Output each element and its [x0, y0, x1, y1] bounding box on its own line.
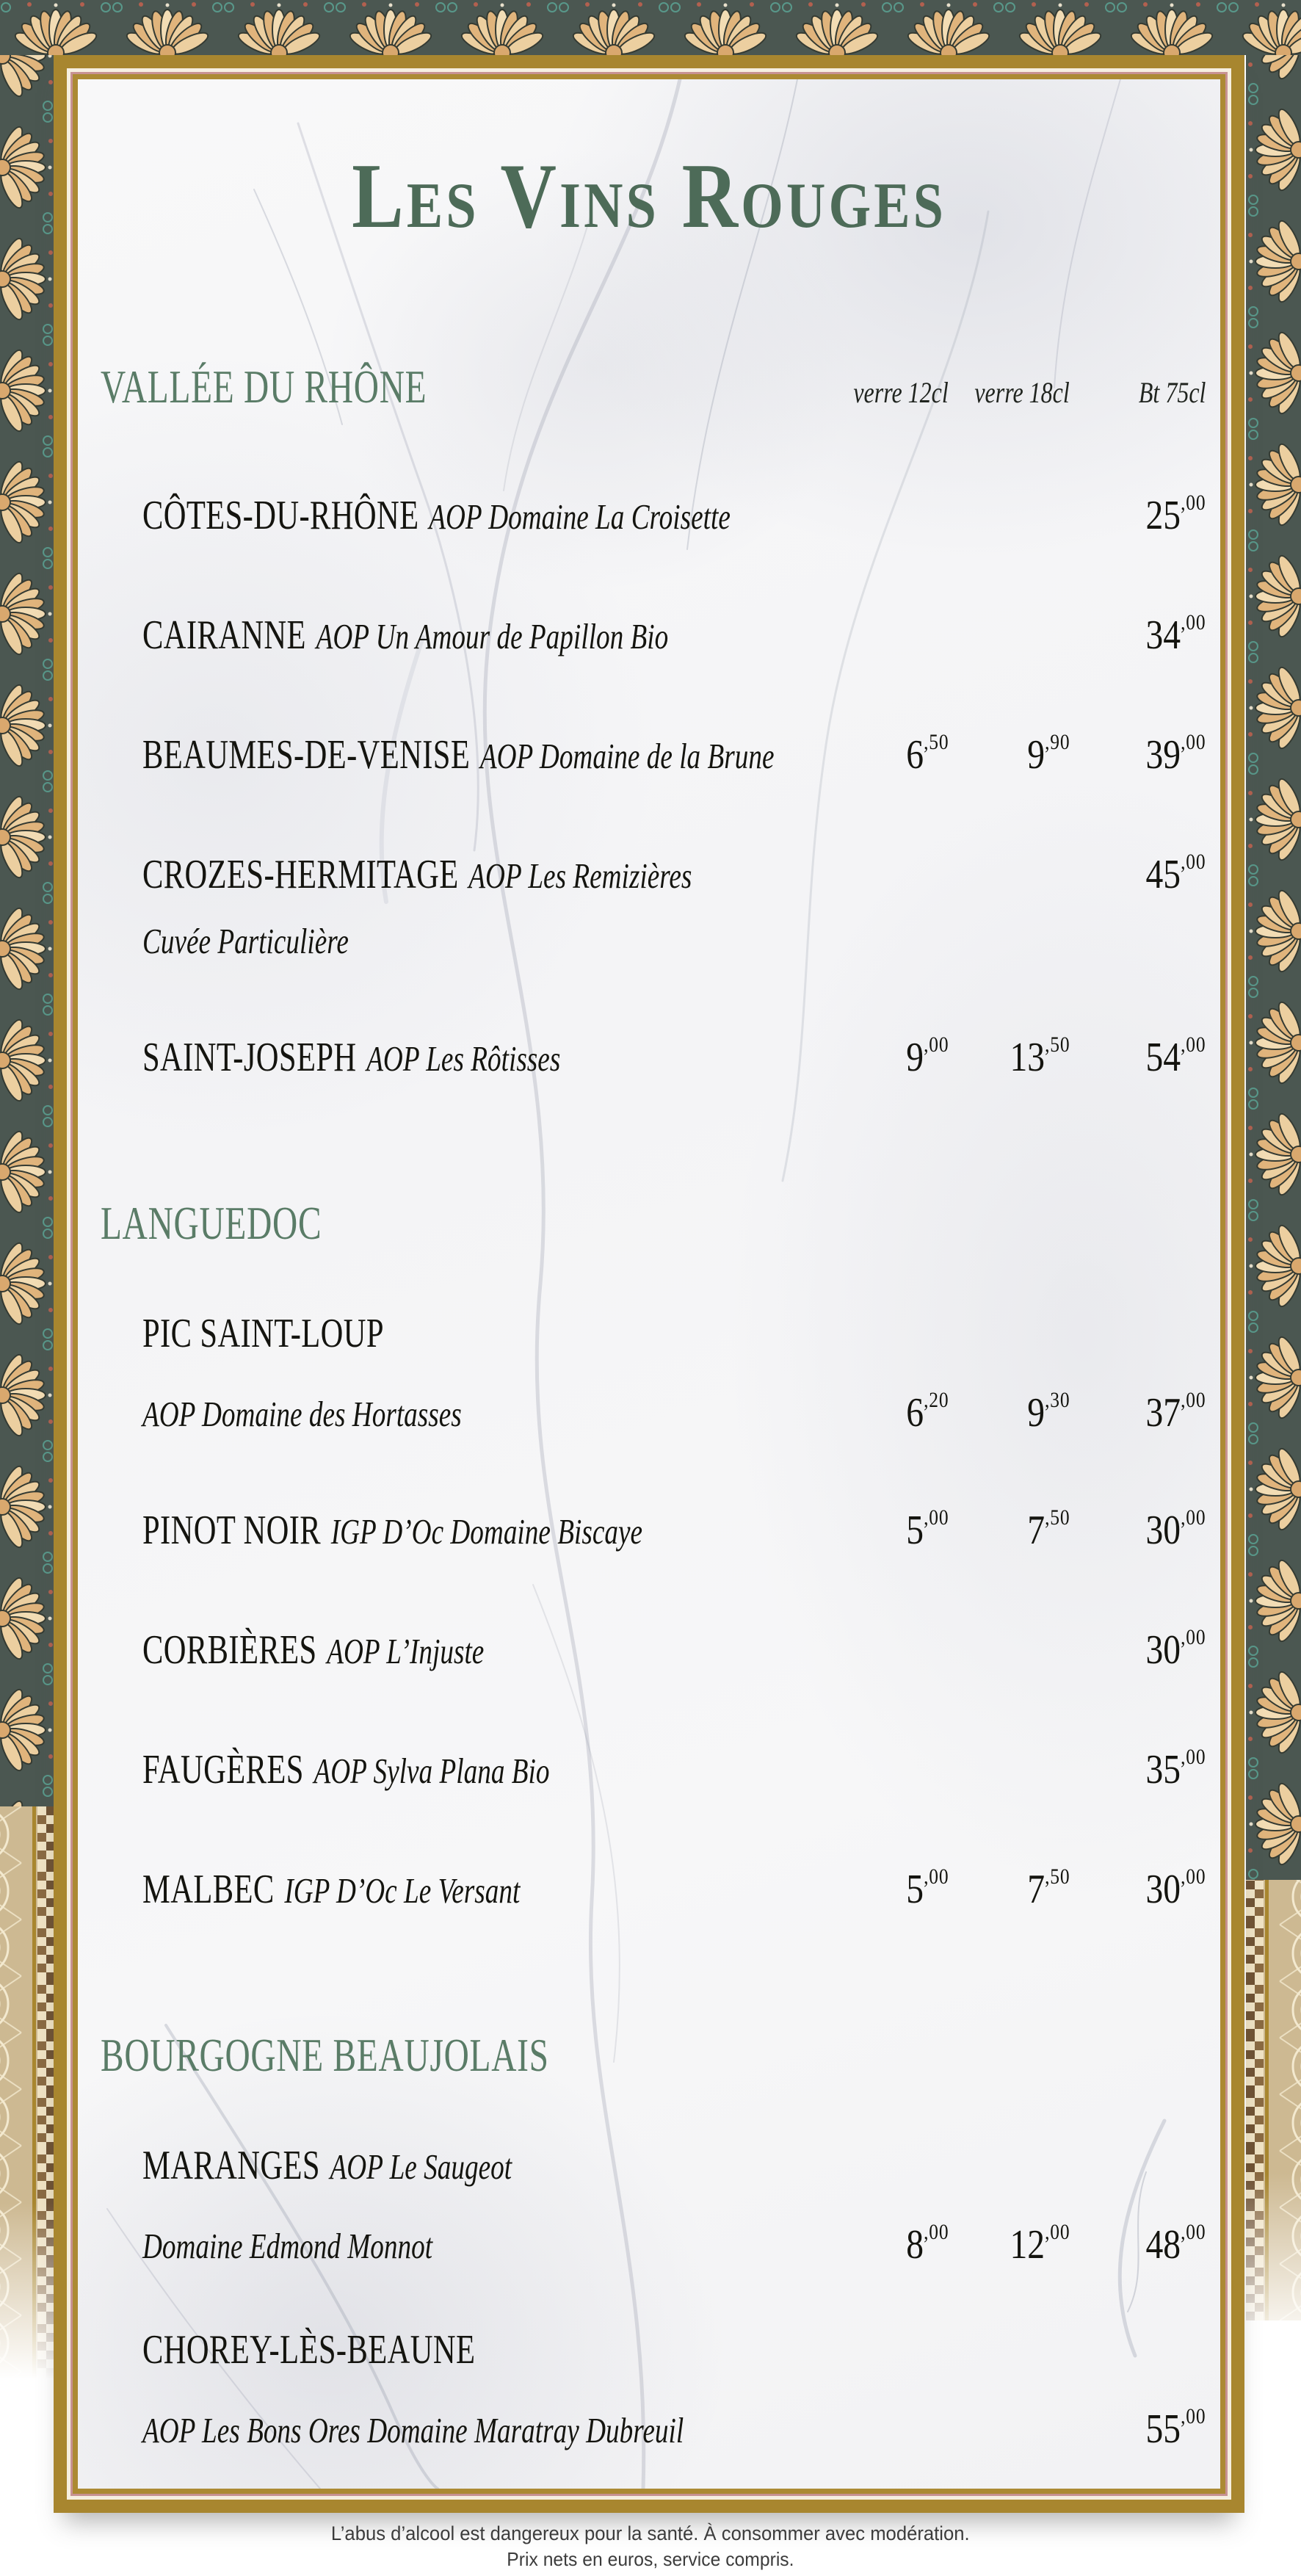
wine-row-line1	[142, 1024, 1206, 1088]
wine-row	[142, 602, 1206, 666]
footer-line-alcohol: L’abus d’alcool est dangereux pour la santé. À consommer avec modération.	[331, 2522, 970, 2544]
wine-appellation-line2: Cuvée Particulière	[142, 921, 349, 962]
wine-appellation: AOP Les Remizières	[468, 855, 692, 897]
price-integer: 8	[905, 2222, 924, 2268]
wine-name: CAIRANNE	[142, 612, 306, 659]
wine-row-line2	[142, 1382, 1206, 1441]
wine-name: SAINT-JOSEPH	[142, 1035, 357, 1081]
price-value	[906, 722, 949, 786]
wine-name: CHOREY-LÈS-BEAUNE	[142, 2327, 476, 2373]
section-title: VALLÉE DU RHÔNE	[101, 361, 427, 413]
section-header-row	[101, 363, 1206, 416]
wine-appellation-line2: AOP Domaine des Hortasses	[142, 1394, 462, 1435]
price-value	[1027, 1382, 1070, 1441]
price-bouteille-75cl	[1070, 1617, 1206, 1681]
price-integer: 30	[1145, 1627, 1181, 1674]
price-decimals: ,00	[1180, 1388, 1206, 1413]
price-integer: 9	[1026, 1390, 1045, 1436]
price-integer: 37	[1145, 1390, 1181, 1436]
menu-frame	[54, 55, 1244, 2513]
price-bouteille-75cl	[1070, 2214, 1206, 2273]
wine-row-line2	[142, 2398, 1206, 2458]
wine-row-line1	[142, 1856, 1206, 1920]
wine-appellation-line2: Domaine Edmond Monnot	[142, 2226, 433, 2267]
price-value	[1145, 1024, 1206, 1088]
price-verre-18cl	[949, 1497, 1070, 1561]
wine-title	[142, 2145, 660, 2196]
wine-row-line1	[142, 1617, 1206, 1681]
wine-row-line1	[142, 482, 1206, 546]
price-verre-18cl	[949, 2214, 1070, 2273]
price-integer: 7	[1026, 1867, 1045, 1913]
wine-name: FAUGÈRES	[142, 1747, 304, 1793]
price-value	[1145, 1737, 1206, 1801]
section-title: BOURGOGNE BEAUJOLAIS	[101, 2029, 549, 2082]
wine-row	[142, 2145, 1206, 2273]
wine-appellation: AOP Sylva Plana Bio	[314, 1751, 550, 1792]
price-decimals: ,00	[1180, 491, 1206, 515]
wine-subline	[142, 923, 950, 969]
price-value	[1027, 1856, 1070, 1920]
column-header-verre-18cl: verre 18cl	[974, 376, 1070, 410]
price-verre-12cl	[824, 1856, 949, 1920]
price-verre-18cl	[949, 1024, 1070, 1088]
price-decimals: ,00	[1180, 610, 1206, 635]
price-verre-12cl	[824, 1024, 949, 1088]
price-value	[1145, 722, 1206, 786]
price-integer: 30	[1145, 1867, 1181, 1913]
price-verre-12cl	[824, 722, 949, 786]
footer-disclaimer	[0, 2520, 1301, 2572]
wine-appellation: AOP Domaine de la Brune	[479, 736, 775, 777]
price-decimals: ,00	[1180, 1625, 1206, 1650]
price-value	[1145, 1617, 1206, 1681]
price-decimals: ,50	[1044, 1505, 1070, 1530]
wine-appellation: AOP L’Injuste	[327, 1631, 485, 1672]
price-verre-12cl	[824, 1382, 949, 1441]
wine-appellation: AOP Les Rôtisses	[366, 1038, 561, 1079]
price-bouteille-75cl	[1070, 842, 1206, 905]
price-integer: 5	[905, 1508, 924, 1554]
wine-title	[142, 1749, 660, 1801]
price-bouteille-75cl	[1070, 1497, 1206, 1561]
wine-title	[142, 852, 692, 905]
price-integer: 9	[1026, 732, 1045, 778]
price-value	[1145, 1497, 1206, 1561]
wine-row	[142, 722, 1206, 786]
section-title: LANGUEDOC	[101, 1197, 322, 1250]
wine-title	[142, 493, 731, 546]
wine-name: PINOT NOIR	[142, 1508, 322, 1554]
wine-row-line1	[142, 2145, 1206, 2196]
price-value	[1145, 482, 1206, 546]
wine-name: BEAUMES-DE-VENISE	[142, 732, 471, 778]
wine-appellation: AOP Le Saugeot	[330, 2146, 512, 2188]
price-verre-12cl	[824, 1497, 949, 1561]
price-decimals: ,50	[1044, 1032, 1070, 1057]
price-integer: 45	[1145, 852, 1181, 898]
price-integer: 54	[1145, 1035, 1181, 1081]
price-value	[1145, 1382, 1206, 1441]
wine-subline	[142, 2410, 684, 2458]
price-integer: 55	[1145, 2406, 1181, 2453]
wine-subline	[142, 1396, 660, 1441]
price-integer: 25	[1145, 493, 1181, 539]
wine-title	[142, 2329, 660, 2381]
price-decimals: ,00	[923, 1505, 949, 1530]
wine-row	[142, 1313, 1206, 1441]
wine-row-line2	[142, 2214, 1206, 2273]
wine-row	[142, 1024, 1206, 1088]
wine-title	[142, 1869, 660, 1920]
price-decimals: ,00	[923, 1864, 949, 1889]
price-integer: 12	[1009, 2222, 1045, 2268]
wine-row-line2	[142, 923, 1206, 969]
wine-name: CROZES-HERMITAGE	[142, 852, 459, 898]
price-integer: 39	[1145, 732, 1181, 778]
price-bouteille-75cl	[1070, 1856, 1206, 1920]
wine-row	[142, 2329, 1206, 2458]
price-verre-12cl	[824, 2214, 949, 2273]
price-bouteille-75cl	[1070, 1382, 1206, 1441]
price-integer: 48	[1145, 2222, 1181, 2268]
price-integer: 6	[905, 1390, 924, 1436]
price-decimals: ,00	[1044, 2220, 1070, 2245]
price-integer: 7	[1026, 1508, 1045, 1554]
menu-section	[78, 363, 1220, 1088]
price-decimals: ,00	[1180, 1745, 1206, 1770]
frame-cream-line	[67, 68, 1231, 2500]
wine-title	[142, 1313, 660, 1364]
price-value	[1010, 2214, 1070, 2273]
column-header-bt-75cl: Bt 75cl	[1138, 376, 1206, 410]
wine-title	[142, 732, 775, 786]
price-bouteille-75cl	[1070, 482, 1206, 546]
wine-name: MARANGES	[142, 2143, 320, 2189]
price-value	[906, 1382, 949, 1441]
wine-title	[142, 1629, 660, 1681]
price-bouteille-75cl	[1070, 1737, 1206, 1801]
wine-row	[142, 1856, 1206, 1920]
wine-row	[142, 1737, 1206, 1801]
price-value	[1145, 2214, 1206, 2273]
price-integer: 34	[1145, 612, 1181, 659]
wine-row	[142, 482, 1206, 546]
wine-row-line1	[142, 842, 1206, 905]
marble-panel	[78, 79, 1220, 2489]
page-title: Les Vins Rouges	[352, 145, 946, 247]
price-value	[906, 1024, 949, 1088]
wine-row	[142, 1617, 1206, 1681]
price-decimals: ,00	[923, 1032, 949, 1057]
wine-appellation: IGP D’Oc Domaine Biscaye	[330, 1511, 643, 1552]
price-bouteille-75cl	[1070, 2398, 1206, 2458]
wine-row-line1	[142, 2329, 1206, 2381]
wine-row-line1	[142, 602, 1206, 666]
wine-row-line1	[142, 722, 1206, 786]
price-value	[906, 2214, 949, 2273]
price-decimals: ,00	[1180, 1032, 1206, 1057]
price-value	[906, 1497, 949, 1561]
price-decimals: ,00	[1180, 2220, 1206, 2245]
wine-row	[142, 842, 1206, 969]
price-verre-18cl	[949, 722, 1070, 786]
wine-row	[142, 1497, 1206, 1561]
menu-body	[78, 363, 1220, 2489]
price-integer: 35	[1145, 1747, 1181, 1793]
price-integer: 13	[1009, 1035, 1045, 1081]
price-decimals: ,30	[1044, 1388, 1070, 1413]
wine-subline	[142, 2228, 660, 2273]
wine-appellation: AOP Domaine La Croisette	[429, 496, 731, 538]
wine-name: PIC SAINT-LOUP	[142, 1311, 384, 1357]
price-value	[1027, 1497, 1070, 1561]
price-integer: 9	[905, 1035, 924, 1081]
wine-appellation: AOP Un Amour de Papillon Bio	[316, 616, 669, 657]
price-decimals: ,20	[923, 1388, 949, 1413]
wine-row-line1	[142, 1313, 1206, 1364]
price-value	[1145, 1856, 1206, 1920]
price-decimals: ,50	[1044, 1864, 1070, 1889]
frame-rose-line	[70, 72, 1228, 2496]
price-value	[1145, 842, 1206, 905]
wine-appellation-line2: AOP Les Bons Ores Domaine Maratray Dubreuil	[142, 2410, 684, 2451]
wine-row-line1	[142, 1497, 1206, 1561]
section-header-row	[101, 1197, 1206, 1250]
price-value	[1027, 722, 1070, 786]
price-bouteille-75cl	[1070, 1024, 1206, 1088]
menu-section	[78, 2029, 1220, 2489]
price-decimals: ,00	[1180, 730, 1206, 755]
price-decimals: ,00	[1180, 1505, 1206, 1530]
price-decimals: ,00	[1180, 850, 1206, 875]
section-header-row	[101, 2029, 1206, 2082]
price-bouteille-75cl	[1070, 602, 1206, 666]
price-verre-18cl	[949, 1382, 1070, 1441]
price-integer: 30	[1145, 1508, 1181, 1554]
price-decimals: ,50	[923, 730, 949, 755]
wine-name: MALBEC	[142, 1867, 275, 1913]
wine-row-line1	[142, 1737, 1206, 1801]
column-header-verre-12cl: verre 12cl	[853, 376, 949, 410]
price-value	[1145, 602, 1206, 666]
menu-section	[78, 1197, 1220, 1920]
price-decimals: ,00	[1180, 2404, 1206, 2429]
price-decimals: ,00	[923, 2220, 949, 2245]
price-decimals: ,90	[1044, 730, 1070, 755]
wine-name: CÔTES-DU-RHÔNE	[142, 493, 419, 539]
wine-title	[142, 1510, 660, 1561]
wine-name: CORBIÈRES	[142, 1627, 317, 1674]
price-decimals: ,00	[1180, 1864, 1206, 1889]
price-value	[1010, 1024, 1070, 1088]
wine-title	[142, 612, 669, 666]
wine-appellation: IGP D’Oc Le Versant	[284, 1870, 521, 1911]
price-bouteille-75cl	[1070, 722, 1206, 786]
frame-inner-gold-line	[73, 74, 1225, 2494]
price-integer: 5	[905, 1867, 924, 1913]
price-verre-18cl	[949, 1856, 1070, 1920]
footer-line-prices: Prix nets en euros, service compris.	[507, 2548, 794, 2570]
wine-title	[142, 1037, 660, 1088]
price-integer: 6	[905, 732, 924, 778]
price-value	[906, 1856, 949, 1920]
price-value	[1145, 2398, 1206, 2458]
